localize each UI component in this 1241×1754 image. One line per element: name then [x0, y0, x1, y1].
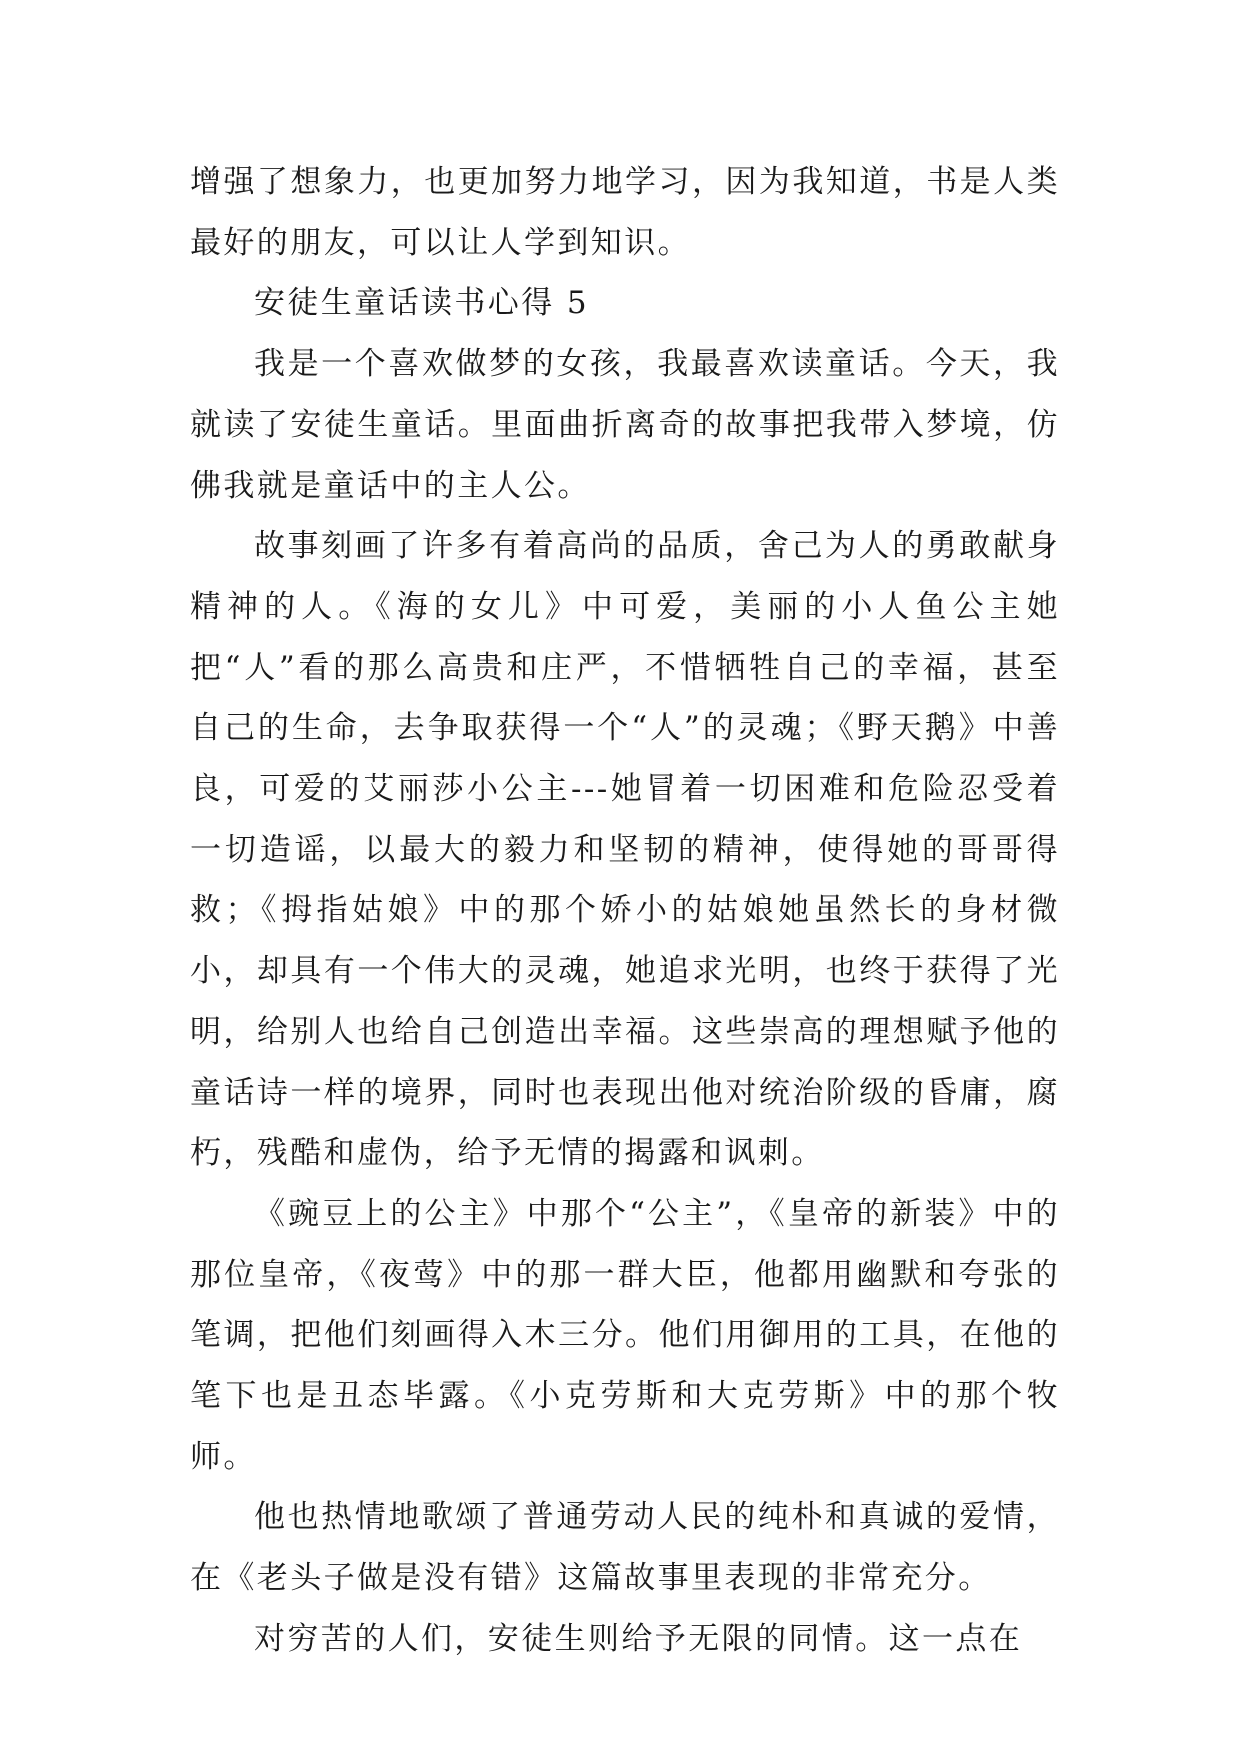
paragraph: 故事刻画了许多有着高尚的品质，舍己为人的勇敢献身精神的人。《海的女儿》中可爱，美丽的小人鱼公主她把“人”看的那么高贵和庄严，不惜牺牲自己的幸福，甚至自己的生命，去争取获得一个“人”的灵魂；《野天鹅》中善良，可爱的艾丽莎小公主---她冒着一切困难和危险忍受着一切造谣，以最大的毅力和坚韧的精神，使得她的哥哥得救；《拇指姑娘》中的那个娇小的姑娘她虽然长的身材微小，却具有一个伟大的灵魂，她追求光明，也终于获得了光明，给别人也给自己创造出幸福。这些崇高的理想赋予他的童话诗一样的境界，同时也表现出他对统治阶级的昏庸，腐朽，残酷和虚伪，给予无情的揭露和讽刺。 — [190, 528, 1060, 1172]
paragraph: 我是一个喜欢做梦的女孩，我最喜欢读童话。今天，我就读了安徒生童话。里面曲折离奇的故事把我带入梦境，仿佛我就是童话中的主人公。 — [190, 346, 1060, 504]
paragraph: 《豌豆上的公主》中那个“公主”，《皇帝的新装》中的那位皇帝，《夜莺》中的那一群大臣，他都用幽默和夸张的笔调，把他们刻画得入木三分。他们用御用的工具，在他的笔下也是丑态毕露。《小克劳斯和大克劳斯》中的那个牧师。 — [190, 1195, 1060, 1475]
paragraph: 对穷苦的人们，安徒生则给予无限的同情。这一点在 — [254, 1620, 1023, 1657]
paragraph-continuation: 增强了想象力，也更加努力地学习，因为我知道，书是人类最好的朋友，可以让人学到知识。 — [190, 164, 1060, 261]
paragraph: 他也热情地歌颂了普通劳动人民的纯朴和真诚的爱情，在《老头子做是没有错》这篇故事里表现的非常充分。 — [190, 1499, 1060, 1597]
document-body — [190, 152, 1060, 1670]
section-title: 安徒生童话读书心得 5 — [254, 285, 589, 322]
